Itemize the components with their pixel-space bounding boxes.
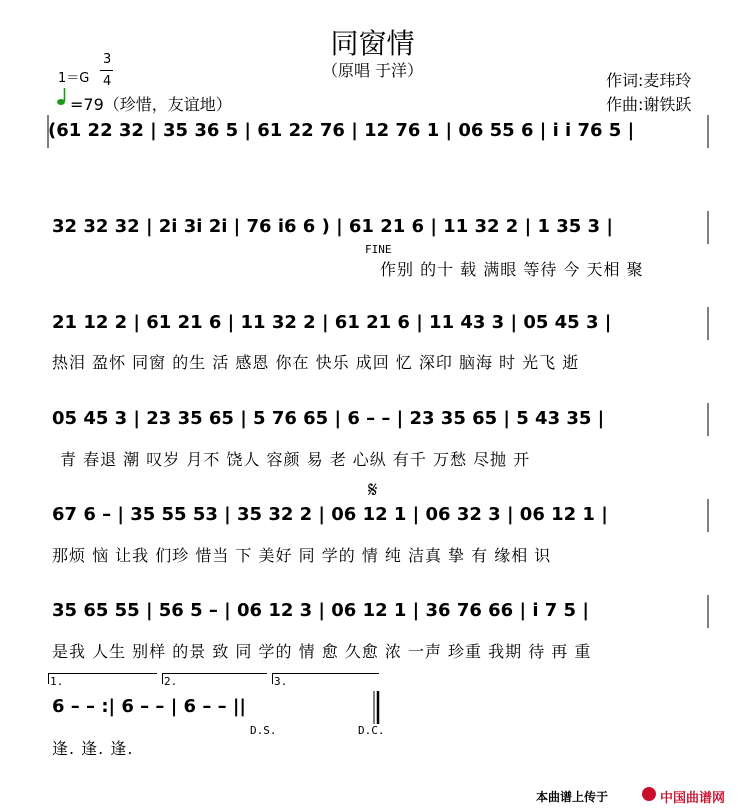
score-row-4-lyrics: 青 春退 潮 叹岁 月不 饶人 容颜 易 老 心纵 有千 万愁 尽抛 开	[60, 450, 531, 469]
segno-icon: 𝄋	[368, 478, 378, 503]
meter-top: 3	[103, 52, 112, 67]
score-title: 同窗情	[330, 27, 415, 60]
volta-1: 1.	[50, 675, 64, 688]
logo-icon	[642, 787, 656, 801]
meter-bottom: 4	[103, 74, 112, 89]
score-row-6-notes: 35 65 55 | 56 5 – | 06 12 3 | 06 12 1 | 36 76 66 | i 7 5 |	[52, 600, 589, 621]
lyricist: 作词:麦玮玲	[606, 71, 692, 90]
score-row-5-lyrics: 那烦 恼 让我 们珍 惜当 下 美好 同 学的 情 纯 洁真 挚 有 缘相 识	[52, 546, 552, 565]
footer-text: 本曲谱上传于	[536, 790, 609, 804]
dc-mark: D.C.	[358, 724, 385, 737]
key-signature: 1＝G	[58, 71, 90, 86]
volta-3: 3.	[274, 675, 288, 688]
score-row-3-notes: 21 12 2 | 61 21 6 | 11 32 2 | 61 21 6 | 11 43 3 | 05 45 3 |	[52, 312, 612, 333]
site-logo[interactable]: 中国曲谱网	[660, 791, 726, 806]
score-row-2-notes: 32 32 32 | 2i 3i 2i | 76 i6 6 ) | 61 21 6 | 11 32 2 | 1 35 3 |	[52, 216, 613, 237]
score-row-7-notes: 6 – – :| 6 – – | 6 – – ||	[52, 696, 247, 717]
ds-mark: D.S.	[250, 724, 277, 737]
score-row-3-lyrics: 热泪 盈怀 同窗 的生 活 感恩 你在 快乐 成回 忆 深印 脑海 时 光飞 逝	[52, 353, 580, 372]
tempo-marking: =79（珍惜，友谊地）	[70, 95, 232, 114]
score-row-6-lyrics: 是我 人生 别样 的景 致 同 学的 情 愈 久愈 浓 一声 珍重 我期 待 再 重	[52, 642, 592, 661]
score-row-7-lyrics: 逢. 逢. 逢.	[52, 739, 134, 758]
score-row-2-lyrics: 作别 的十 载 满眼 等待 今 天相 聚	[380, 260, 644, 279]
fine-mark: FINE	[365, 243, 392, 256]
volta-2: 2.	[164, 675, 178, 688]
score-subtitle: （原唱 于洋）	[321, 61, 424, 80]
composer: 作曲:谢铁跃	[606, 95, 692, 114]
score-row-4-notes: 05 45 3 | 23 35 65 | 5 76 65 | 6 – – | 23 35 65 | 5 43 35 |	[52, 408, 605, 429]
score-row-1-notes: (61 22 32 | 35 36 5 | 61 22 76 | 12 76 1 | 06 55 6 | i i 76 5 |	[48, 120, 635, 141]
score-row-5-notes: 67 6 – | 35 55 53 | 35 32 2 | 06 12 1 | 06 32 3 | 06 12 1 |	[52, 504, 608, 525]
